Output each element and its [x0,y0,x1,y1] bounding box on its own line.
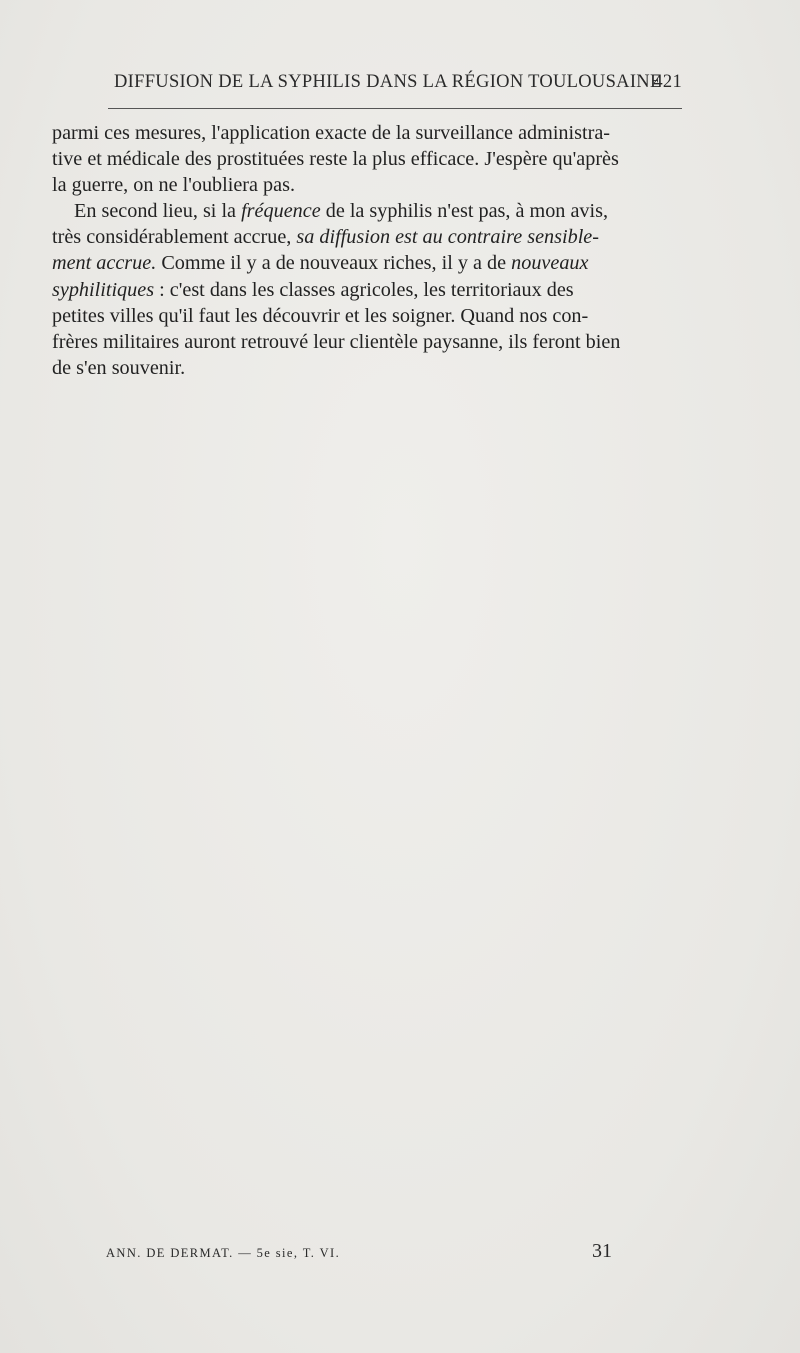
text-line-3: la guerre, on ne l'oubliera pas. [52,174,295,197]
italic-syphilitiques: syphilitiques [52,278,155,301]
text-line-7a: : c'est dans les classes agricoles, les territoriaux des [154,278,574,301]
text-line [52,329,682,355]
text-line [52,303,682,329]
text-line-8: petites villes qu'il faut les découvrir et les soigner. Quand nos con- [52,304,589,327]
text-line-1: parmi ces mesures, l'application exacte de la surveillance administra- [52,122,611,144]
text-line-6a: Comme il y a de nouveaux riches, il y a de [156,252,512,275]
text-line [52,277,682,303]
text-line-10: de s'en souvenir. [52,356,186,379]
text-line-9: frères militaires auront retrouvé leur clientèle paysanne, ils feront bien [52,330,621,353]
signature-mark: 31 [592,1240,612,1262]
italic-nouveaux: nouveaux [511,252,589,275]
text-line-4a: En second lieu, si la [74,200,242,223]
italic-frequence: fréquence [241,200,321,223]
running-title: DIFFUSION DE LA SYPHILIS DANS LA RÉGION TOULOUSAINE [114,72,662,92]
text-line-4b: de la syphilis n'est pas, à mon avis, [320,200,609,223]
text-line [52,120,682,146]
text-line [52,146,682,172]
text-line [52,355,682,381]
text-line [52,172,682,198]
text-line [52,198,682,224]
text-line [52,224,682,250]
text-line [52,250,682,276]
italic-diffusion: sa diffusion est au contraire sensible- [296,226,599,249]
header-rule [108,108,682,109]
italic-accrue: ment accrue. [52,252,157,275]
journal-reference: ANN. DE DERMAT. — 5e sie, T. VI. [106,1246,341,1260]
text-line-5a: très considérablement accrue, [52,226,297,249]
text-line-2: tive et médicale des prostituées reste la plus efficace. J'espère qu'après [52,148,619,171]
body-text [52,120,682,381]
page-number: 421 [653,72,682,92]
